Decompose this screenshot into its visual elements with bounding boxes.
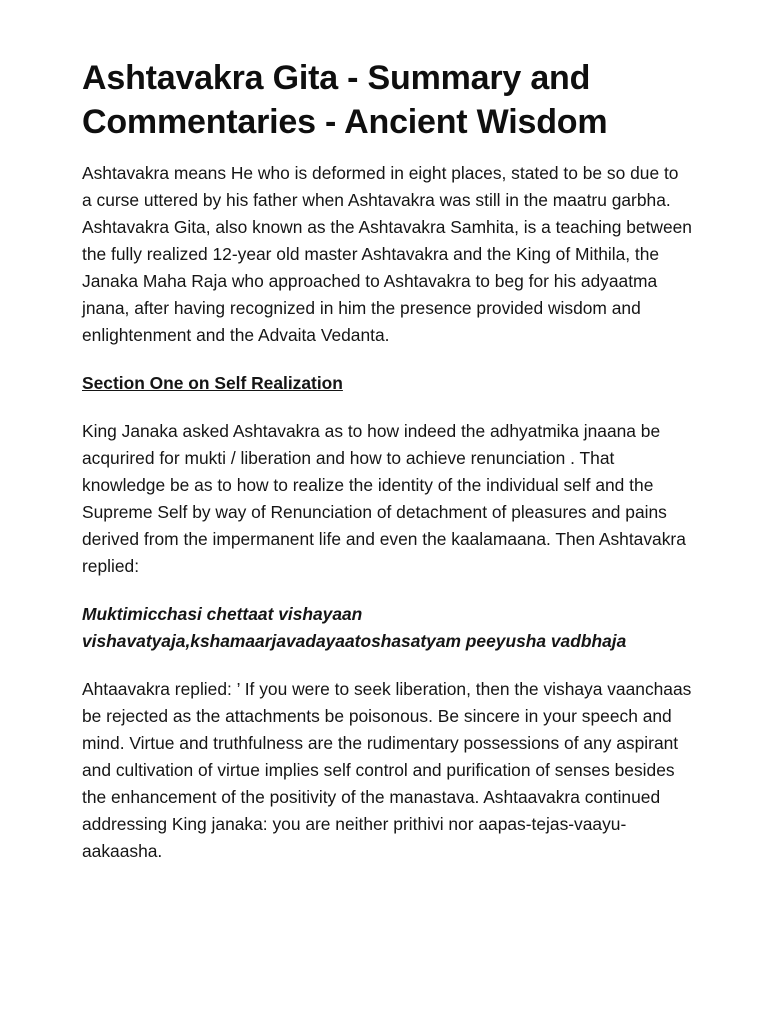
verse-text: Muktimicchasi chettaat vishayaan vishavatyaja,kshamaarjavadayaatoshasatyam peeyusha vadbhaja bbox=[82, 604, 627, 651]
section-paragraph: King Janaka asked Ashtavakra as to how indeed the adhyatmika jnaana be acqurired for mukti / liberation and how to achieve renunciation . That knowledge be as to how to realize the identity of the individual self and the Supreme Self by way of Renunciation of detachment of pleasures and pains derived from the impermanent life and even the kaalamaana. Then Ashtavakra replied: bbox=[82, 421, 686, 576]
document-page bbox=[82, 56, 692, 865]
reply-paragraph: Ahtaavakra replied: ’ If you were to seek liberation, then the vishaya vaanchaas be rejected as the attachments be poisonous. Be sincere in your speech and mind. Virtue and truthfulness are the rudimentary possessions of any aspirant and cultivation of virtue implies self control and purification of senses besides the enhancement of the positivity of the manastava. Ashtaavakra continued addressing King janaka: you are neither prithivi nor aapas-tejas-vaayu-aakaasha. bbox=[82, 679, 692, 861]
page-title: Ashtavakra Gita - Summary and Commentaries - Ancient Wisdom bbox=[82, 59, 608, 141]
intro-paragraph: Ashtavakra means He who is deformed in eight places, stated to be so due to a curse uttered by his father when Ashtavakra was still in the maatru garbha. Ashtavakra Gita, also known as the Ashtavakra Samhita, is a teaching between the fully realized 12-year old master Ashtavakra and the King of Mithila, the Janaka Maha Raja who approached to Ashtavakra to beg for his adyaatma jnana, after having recognized in him the presence provided wisdom and enlightenment and the Advaita Vedanta. bbox=[82, 163, 692, 345]
section-heading: Section One on Self Realization bbox=[82, 373, 343, 393]
